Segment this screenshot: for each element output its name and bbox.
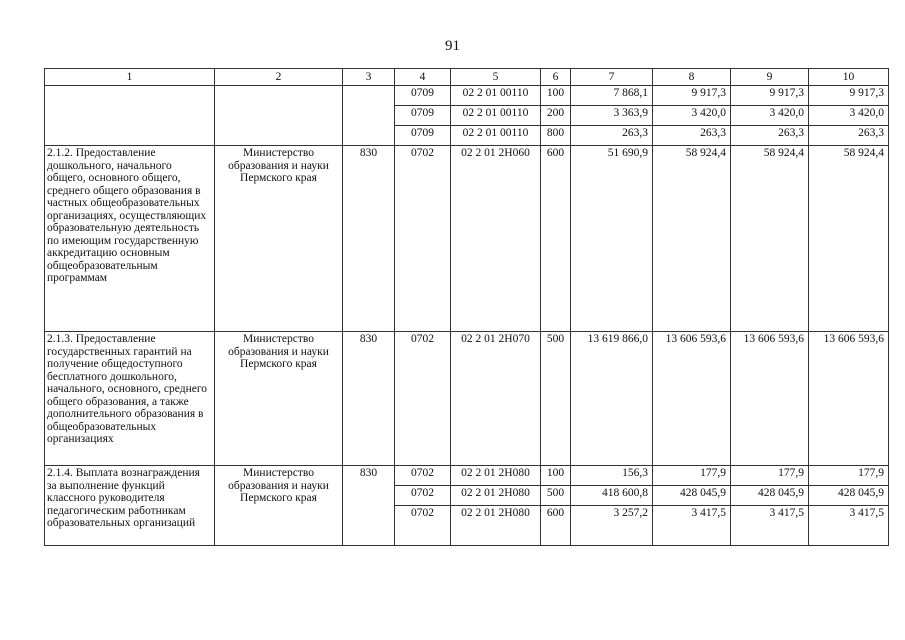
section-cell: 0702	[395, 486, 451, 506]
csr-cell: 02 2 01 2Н080	[451, 506, 541, 546]
vr-cell: 500	[541, 332, 571, 466]
amount-cell: 3 257,2	[571, 506, 653, 546]
table-row	[45, 86, 889, 106]
amount-cell: 428 045,9	[731, 486, 809, 506]
code-cell: 830	[343, 332, 395, 466]
section-cell: 0702	[395, 506, 451, 546]
activity-description: 2.1.2. Предоставление дошкольного, начального общего, основного общего, среднего общего образования в частных общеобразовательных организациях, осуществляющих образовательную деятельность по имеющим государственную аккредитацию основным общеобразовательным программам	[45, 146, 215, 332]
amount-cell: 418 600,8	[571, 486, 653, 506]
amount-cell: 177,9	[653, 466, 731, 486]
empty-code-cell	[343, 86, 395, 146]
amount-cell: 9 917,3	[809, 86, 889, 106]
section-cell: 0702	[395, 466, 451, 486]
amount-cell: 263,3	[809, 126, 889, 146]
amount-cell: 9 917,3	[653, 86, 731, 106]
section-cell: 0709	[395, 106, 451, 126]
vr-cell: 100	[541, 466, 571, 486]
code-cell: 830	[343, 466, 395, 546]
amount-cell: 3 420,0	[653, 106, 731, 126]
amount-cell: 428 045,9	[809, 486, 889, 506]
amount-cell: 58 924,4	[653, 146, 731, 332]
header-cell: 9	[731, 69, 809, 86]
header-cell: 2	[215, 69, 343, 86]
amount-cell: 156,3	[571, 466, 653, 486]
header-row	[45, 69, 889, 86]
amount-cell: 13 606 593,6	[809, 332, 889, 466]
vr-cell: 800	[541, 126, 571, 146]
amount-cell: 177,9	[731, 466, 809, 486]
vr-cell: 600	[541, 506, 571, 546]
budget-table	[44, 68, 889, 546]
amount-cell: 428 045,9	[653, 486, 731, 506]
amount-cell: 13 606 593,6	[731, 332, 809, 466]
amount-cell: 3 420,0	[809, 106, 889, 126]
activity-description: 2.1.4. Выплата вознаграждения за выполнение функций классного руководителя педагогическим работникам образовательных организаций	[45, 466, 215, 546]
table-row	[45, 146, 889, 332]
csr-cell: 02 2 01 2Н060	[451, 146, 541, 332]
amount-cell: 9 917,3	[731, 86, 809, 106]
amount-cell: 263,3	[731, 126, 809, 146]
vr-cell: 500	[541, 486, 571, 506]
section-cell: 0702	[395, 146, 451, 332]
vr-cell: 100	[541, 86, 571, 106]
empty-desc-cell	[45, 86, 215, 146]
section-cell: 0702	[395, 332, 451, 466]
amount-cell: 263,3	[571, 126, 653, 146]
activity-description: 2.1.3. Предоставление государственных гарантий на получение общедоступного бесплатного дошкольного, начального, основного, среднего общего образования, а также дополнительного образования в общеобразовательных организациях	[45, 332, 215, 466]
vr-cell: 200	[541, 106, 571, 126]
amount-cell: 3 417,5	[731, 506, 809, 546]
header-cell: 6	[541, 69, 571, 86]
amount-cell: 3 420,0	[731, 106, 809, 126]
table-row	[45, 332, 889, 466]
amount-cell: 58 924,4	[809, 146, 889, 332]
amount-cell: 3 417,5	[809, 506, 889, 546]
vr-cell: 600	[541, 146, 571, 332]
ministry-cell: Министерство образования и науки Пермского края	[215, 466, 343, 546]
table-row	[45, 466, 889, 486]
ministry-cell: Министерство образования и науки Пермского края	[215, 146, 343, 332]
amount-cell: 51 690,9	[571, 146, 653, 332]
amount-cell: 7 868,1	[571, 86, 653, 106]
csr-cell: 02 2 01 00110	[451, 126, 541, 146]
amount-cell: 58 924,4	[731, 146, 809, 332]
section-cell: 0709	[395, 126, 451, 146]
header-cell: 10	[809, 69, 889, 86]
code-cell: 830	[343, 146, 395, 332]
amount-cell: 13 619 866,0	[571, 332, 653, 466]
empty-ministry-cell	[215, 86, 343, 146]
csr-cell: 02 2 01 2Н070	[451, 332, 541, 466]
header-cell: 1	[45, 69, 215, 86]
csr-cell: 02 2 01 00110	[451, 106, 541, 126]
header-cell: 5	[451, 69, 541, 86]
csr-cell: 02 2 01 2Н080	[451, 466, 541, 486]
header-cell: 4	[395, 69, 451, 86]
section-cell: 0709	[395, 86, 451, 106]
amount-cell: 177,9	[809, 466, 889, 486]
header-cell: 3	[343, 69, 395, 86]
header-cell: 7	[571, 69, 653, 86]
csr-cell: 02 2 01 2Н080	[451, 486, 541, 506]
amount-cell: 3 363,9	[571, 106, 653, 126]
page-number: 91	[445, 38, 460, 54]
amount-cell: 263,3	[653, 126, 731, 146]
amount-cell: 3 417,5	[653, 506, 731, 546]
csr-cell: 02 2 01 00110	[451, 86, 541, 106]
amount-cell: 13 606 593,6	[653, 332, 731, 466]
ministry-cell: Министерство образования и науки Пермского края	[215, 332, 343, 466]
header-cell: 8	[653, 69, 731, 86]
